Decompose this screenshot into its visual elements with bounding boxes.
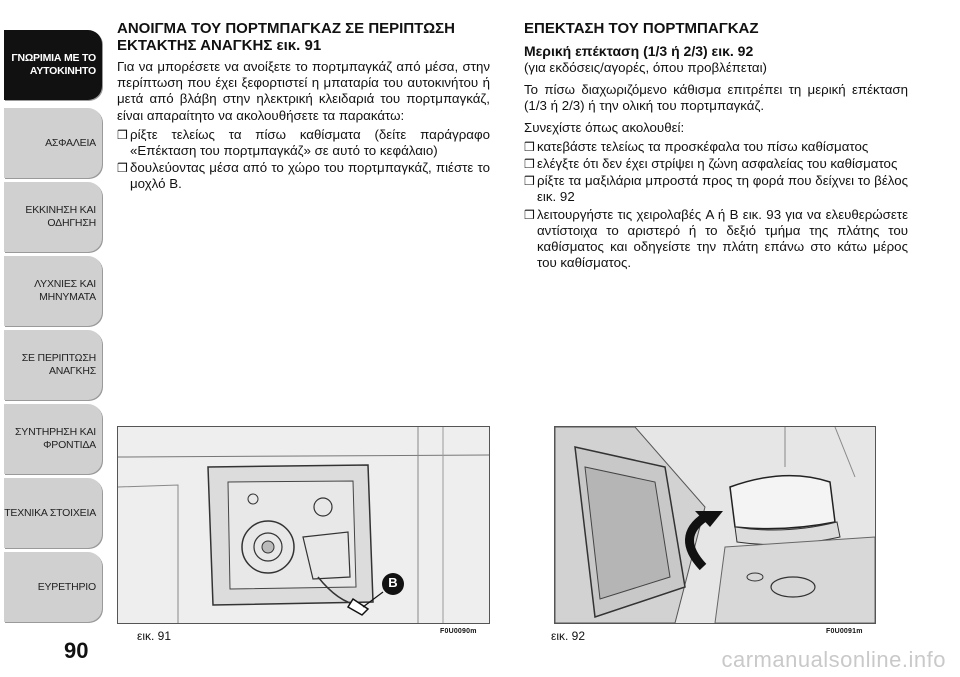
list-item-text: κατεβάστε τελείως τα προσκέφαλα του πίσω καθίσματος: [537, 138, 869, 154]
checkbox-bullet-icon: ❒: [117, 127, 128, 142]
page-number: 90: [64, 638, 89, 663]
list-item-text: δουλεύοντας μέσα από το χώρο του πορτμπαγκάζ, πιέστε το μοχλό B.: [130, 160, 490, 192]
tab-lights-messages[interactable]: [4, 256, 102, 326]
chapter-tabs: [0, 0, 103, 640]
intro-paragraph: Για να μπορέσετε να ανοίξετε το πορτμπαγκάζ από μέσα, στην περίπτωση που έχει ξεφορτιστεί η μπαταρία του αυτοκινήτου ή μετά από βλάβη στην ηλεκτρική κλειδαριά του πορτμπαγκάζ, είναι απαραίτητο να ακολουθήσετε τα παρακάτω:: [117, 59, 490, 123]
checkbox-bullet-icon: ❒: [524, 207, 535, 222]
tab-label: ΛΥΧΝΙΕΣ ΚΑΙ ΜΗΝΥΜΑΤΑ: [34, 278, 96, 303]
trunk-latch-drawing: [118, 427, 489, 623]
list-item: [524, 207, 908, 272]
figure-code: F0U0090m: [440, 628, 477, 635]
tab-label: ΕΚΚΙΝΗΣΗ ΚΑΙ ΟΔΗΓΗΣΗ: [25, 204, 96, 229]
tab-index[interactable]: [4, 552, 102, 622]
section-heading: ΑΝΟΙΓΜΑ ΤΟΥ ΠΟΡΤΜΠΑΓΚΑΖ ΣΕ ΠΕΡΙΠΤΩΣΗ ΕΚΤΑΚΤΗΣ ΑΝΑΓΚΗΣ εικ. 91: [117, 20, 455, 54]
tab-label: ΣΕ ΠΕΡΙΠΤΩΣΗ ΑΝΑΓΚΗΣ: [21, 352, 96, 377]
tab-safety[interactable]: [4, 108, 102, 178]
checkbox-bullet-icon: ❒: [117, 161, 128, 176]
list-item: [524, 156, 908, 172]
tab-label: ΓΝΩΡΙΜΙΑ ΜΕ ΤΟ ΑΥΤΟΚΙΝΗΤΟ: [11, 52, 96, 77]
left-column: [117, 20, 490, 194]
list-item: [117, 160, 490, 192]
seat-fold-drawing: [555, 427, 875, 623]
figure-code: F0U0091m: [826, 628, 863, 635]
tab-label: ΑΣΦΑΛΕΙΑ: [45, 136, 96, 149]
list-item-text: λειτουργήστε τις χειρολαβές A ή B εικ. 93 για να ελευθερώσετε αντίστοιχα το αριστερό ή το δεξιό τμήμα της πλάτης του καθίσματος και οδηγείστε την πλάτη επάνω στο κάτω μέρος του καθίσματος.: [537, 206, 908, 271]
checkbox-bullet-icon: ❒: [524, 157, 535, 172]
figure-91-trunk-latch-illustration: [117, 426, 490, 624]
watermark-text: carmanualsonline.info: [721, 647, 946, 672]
checkbox-bullet-icon: ❒: [524, 139, 535, 154]
list-item-text: ρίξτε τελείως τα πίσω καθίσματα (δείτε παράγραφο «Επέκταση του πορτμπαγκάζ» σε αυτό το κεφάλαιο): [130, 126, 490, 159]
right-column: [524, 20, 908, 272]
list-item-text: ρίξτε τα μαξιλάρια μπροστά προς τη φορά που δείχνει το βέλος εικ. 92: [537, 173, 908, 205]
tab-maintenance[interactable]: [4, 404, 102, 474]
tab-technical-data[interactable]: [4, 478, 102, 548]
paragraph: Το πίσω διαχωριζόμενο κάθισμα επιτρέπει τη μερική επέκταση (1/3 ή 2/3) ή την ολική του πορτμπαγκάζ.: [524, 82, 908, 114]
callout-label-b: B: [388, 575, 398, 590]
tab-label: ΕΥΡΕΤΗΡΙΟ: [37, 580, 96, 593]
section-heading: ΕΠΕΚΤΑΣΗ ΤΟΥ ΠΟΡΤΜΠΑΓΚΑΖ: [524, 20, 759, 37]
list-item: [524, 173, 908, 205]
tab-label: ΣΥΝΤΗΡΗΣΗ ΚΑΙ ΦΡΟΝΤΙΔΑ: [15, 426, 96, 451]
subsection-heading: Μερική επέκταση (1/3 ή 2/3) εικ. 92: [524, 43, 754, 59]
list-item-text: ελέγξτε ότι δεν έχει στρίψει η ζώνη ασφαλείας του καθίσματος: [537, 156, 898, 172]
list-item: [524, 139, 908, 155]
paragraph: Συνεχίστε όπως ακολουθεί:: [524, 119, 685, 135]
list-item: [117, 127, 490, 159]
tab-label: ΤΕΧΝΙΚΑ ΣΤΟΙΧΕΙΑ: [4, 506, 96, 519]
availability-note: (για εκδόσεις/αγορές, όπου προβλέπεται): [524, 60, 767, 75]
tab-getting-to-know[interactable]: [4, 30, 102, 100]
tab-starting-driving[interactable]: [4, 182, 102, 252]
figure-92-seat-fold-illustration: [554, 426, 876, 624]
figure-caption: εικ. 91: [137, 629, 172, 643]
figure-caption: εικ. 92: [551, 629, 586, 643]
tab-emergency[interactable]: [4, 330, 102, 400]
checkbox-bullet-icon: ❒: [524, 174, 535, 189]
